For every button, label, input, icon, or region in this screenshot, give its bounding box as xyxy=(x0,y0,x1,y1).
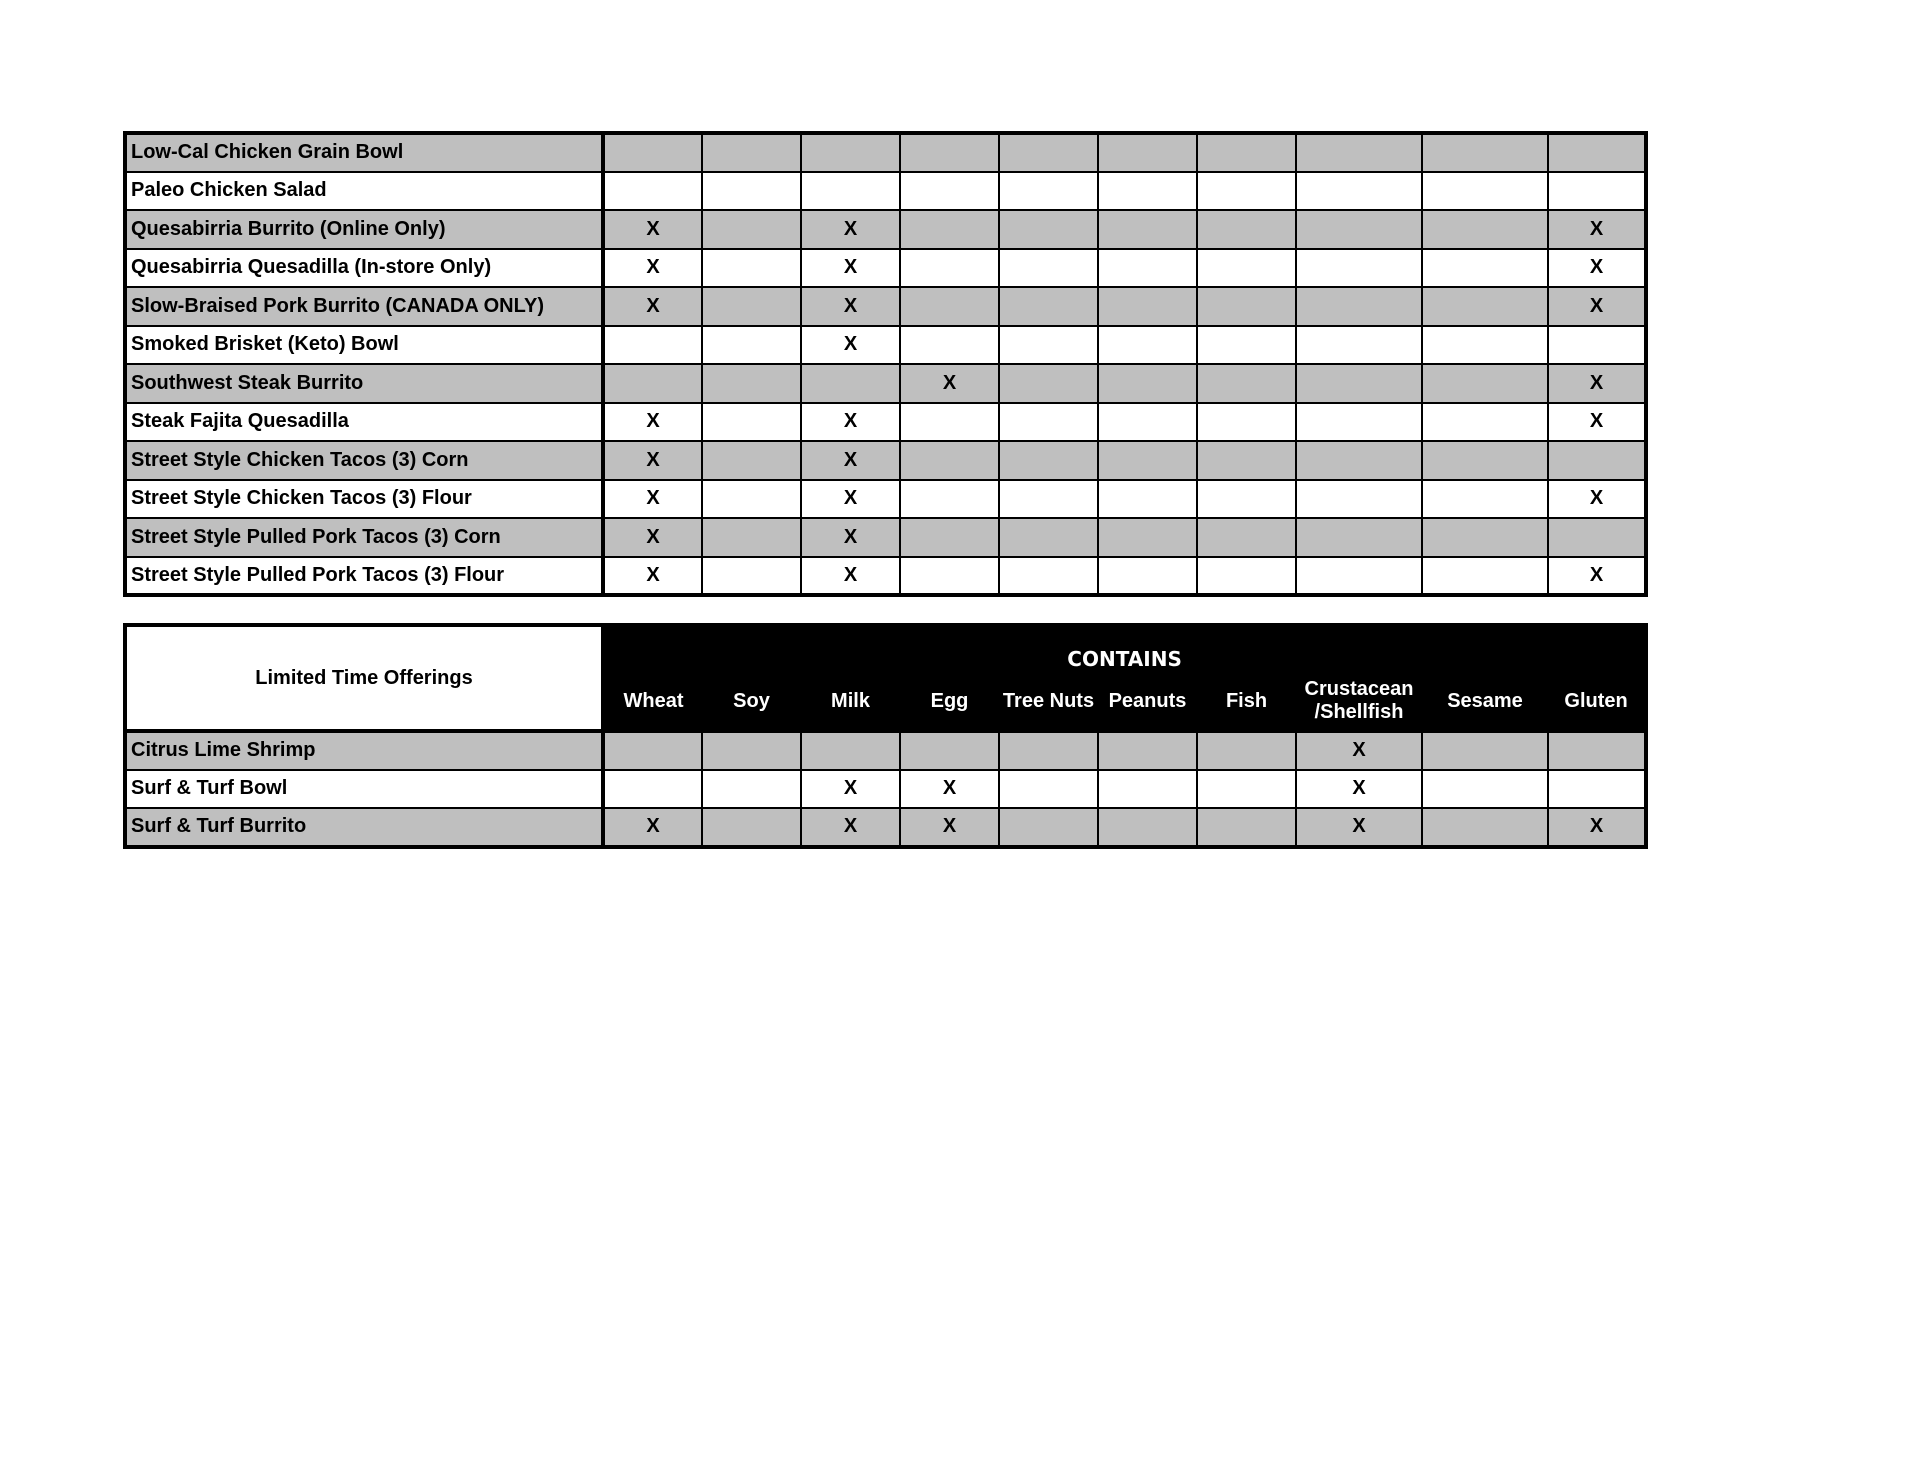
allergen-cell xyxy=(900,480,999,519)
allergen-cell xyxy=(900,403,999,442)
allergen-cell xyxy=(801,557,900,596)
item-name: Street Style Pulled Pork Tacos (3) Corn xyxy=(125,518,603,557)
allergen-column-header: Gluten xyxy=(1548,673,1646,731)
allergen-mark: X xyxy=(843,217,858,240)
item-name: Street Style Pulled Pork Tacos (3) Flour xyxy=(125,557,603,596)
allergen-cell xyxy=(999,557,1098,596)
allergen-cell xyxy=(999,480,1098,519)
allergen-cell xyxy=(603,133,702,172)
allergen-cell xyxy=(999,210,1098,249)
allergen-cell xyxy=(1548,287,1646,326)
allergen-cell xyxy=(801,731,900,770)
lto-allergen-table xyxy=(123,623,1648,849)
allergen-cell xyxy=(999,364,1098,403)
allergen-cell xyxy=(1098,287,1197,326)
allergen-cell xyxy=(702,441,801,480)
allergen-cell xyxy=(801,249,900,288)
allergen-cell xyxy=(999,172,1098,211)
menu-allergen-table xyxy=(123,131,1648,597)
item-name: Paleo Chicken Salad xyxy=(125,172,603,211)
allergen-cell xyxy=(702,518,801,557)
allergen-cell xyxy=(1098,731,1197,770)
allergen-cell xyxy=(999,287,1098,326)
allergen-cell xyxy=(702,287,801,326)
lto-table-body xyxy=(125,731,1646,847)
allergen-mark: X xyxy=(1589,563,1604,586)
allergen-cell xyxy=(900,441,999,480)
allergen-cell xyxy=(1296,808,1422,847)
allergen-cell xyxy=(1098,441,1197,480)
allergen-mark: X xyxy=(1589,294,1604,317)
item-name: Surf & Turf Burrito xyxy=(125,808,603,847)
allergen-mark: X xyxy=(843,487,858,510)
allergen-column-header: Egg xyxy=(900,673,999,731)
allergen-mark: X xyxy=(646,448,660,471)
allergen-cell xyxy=(801,364,900,403)
allergen-cell xyxy=(1197,518,1296,557)
allergen-cell xyxy=(1197,480,1296,519)
allergen-cell xyxy=(1098,770,1197,809)
allergen-cell xyxy=(1422,808,1548,847)
allergen-column-header: Tree Nuts xyxy=(999,673,1098,731)
allergen-cell xyxy=(999,441,1098,480)
allergen-cell xyxy=(1422,731,1548,770)
allergen-cell xyxy=(702,770,801,809)
allergen-cell xyxy=(1197,441,1296,480)
allergen-cell xyxy=(1098,172,1197,211)
allergen-cell xyxy=(1296,364,1422,403)
allergen-cell xyxy=(1548,133,1646,172)
table-row xyxy=(125,326,1646,365)
allergen-cell xyxy=(1197,403,1296,442)
allergen-cell xyxy=(603,441,702,480)
allergen-cell xyxy=(1197,770,1296,809)
item-name: Quesabirria Quesadilla (In-store Only) xyxy=(125,249,603,288)
allergen-mark: X xyxy=(1352,739,1366,762)
allergen-cell xyxy=(1197,557,1296,596)
allergen-cell xyxy=(603,172,702,211)
allergen-cell xyxy=(1422,210,1548,249)
allergen-cell xyxy=(1422,364,1548,403)
allergen-cell xyxy=(900,133,999,172)
allergen-cell xyxy=(999,518,1098,557)
allergen-cell xyxy=(1422,326,1548,365)
table-row xyxy=(125,249,1646,288)
allergen-mark: X xyxy=(942,371,957,394)
allergen-cell xyxy=(1296,326,1422,365)
allergen-cell xyxy=(1197,808,1296,847)
allergen-mark: X xyxy=(1589,815,1604,838)
allergen-mark: X xyxy=(646,563,660,586)
allergen-mark: X xyxy=(1352,777,1366,800)
allergen-cell xyxy=(1296,770,1422,809)
table-row xyxy=(125,808,1646,847)
allergen-cell xyxy=(801,518,900,557)
allergen-cell xyxy=(1296,172,1422,211)
allergen-mark: X xyxy=(843,256,858,279)
allergen-cell xyxy=(801,287,900,326)
allergen-cell xyxy=(1296,210,1422,249)
allergen-cell xyxy=(1296,403,1422,442)
allergen-cell xyxy=(801,172,900,211)
allergen-cell xyxy=(900,731,999,770)
allergen-cell xyxy=(1548,249,1646,288)
allergen-cell xyxy=(1098,210,1197,249)
allergen-cell xyxy=(1197,133,1296,172)
allergen-cell xyxy=(702,172,801,211)
allergen-cell xyxy=(1197,249,1296,288)
allergen-cell xyxy=(702,326,801,365)
allergen-cell xyxy=(1548,441,1646,480)
allergen-cell xyxy=(1296,441,1422,480)
allergen-column-header: Soy xyxy=(702,673,801,731)
allergen-cell xyxy=(1548,210,1646,249)
allergen-cell xyxy=(1422,480,1548,519)
item-name: Quesabirria Burrito (Online Only) xyxy=(125,210,603,249)
lto-header-row-1 xyxy=(125,625,1646,673)
item-name: Steak Fajita Quesadilla xyxy=(125,403,603,442)
allergen-cell xyxy=(1197,731,1296,770)
allergen-cell xyxy=(999,731,1098,770)
allergen-cell xyxy=(1197,326,1296,365)
allergen-cell xyxy=(603,480,702,519)
allergen-cell xyxy=(1098,403,1197,442)
allergen-column-header: Sesame xyxy=(1422,673,1548,731)
allergen-cell xyxy=(1296,133,1422,172)
allergen-mark: X xyxy=(1589,487,1604,510)
allergen-cell xyxy=(999,249,1098,288)
allergen-cell xyxy=(603,731,702,770)
allergen-mark: X xyxy=(646,410,660,433)
allergen-mark: X xyxy=(1589,217,1604,240)
contains-header: CONTAINS xyxy=(603,625,1646,673)
allergen-cell xyxy=(801,133,900,172)
allergen-column-header: Fish xyxy=(1197,673,1296,731)
allergen-cell xyxy=(1296,731,1422,770)
allergen-cell xyxy=(702,210,801,249)
allergen-cell xyxy=(999,133,1098,172)
allergen-cell xyxy=(1422,249,1548,288)
allergen-cell xyxy=(1548,731,1646,770)
item-name: Southwest Steak Burrito xyxy=(125,364,603,403)
table-row xyxy=(125,403,1646,442)
allergen-cell xyxy=(900,770,999,809)
allergen-mark: X xyxy=(1352,815,1366,838)
item-name: Smoked Brisket (Keto) Bowl xyxy=(125,326,603,365)
table-row xyxy=(125,518,1646,557)
allergen-cell xyxy=(1098,364,1197,403)
allergen-cell xyxy=(900,287,999,326)
allergen-cell xyxy=(1422,557,1548,596)
allergen-cell xyxy=(999,770,1098,809)
allergen-cell xyxy=(1422,172,1548,211)
allergen-cell xyxy=(1197,364,1296,403)
item-name: Street Style Chicken Tacos (3) Flour xyxy=(125,480,603,519)
allergen-cell xyxy=(603,249,702,288)
allergen-cell xyxy=(603,326,702,365)
allergen-mark: X xyxy=(843,410,858,433)
lto-section-title: Limited Time Offerings xyxy=(125,625,603,731)
allergen-cell xyxy=(1422,403,1548,442)
allergen-mark: X xyxy=(843,777,858,800)
allergen-cell xyxy=(900,808,999,847)
allergen-cell xyxy=(702,808,801,847)
allergen-cell xyxy=(1548,364,1646,403)
table-row xyxy=(125,480,1646,519)
allergen-cell xyxy=(900,557,999,596)
table-row xyxy=(125,210,1646,249)
allergen-cell xyxy=(900,326,999,365)
allergen-column-header: Wheat xyxy=(603,673,702,731)
item-name: Citrus Lime Shrimp xyxy=(125,731,603,770)
allergen-cell xyxy=(1197,172,1296,211)
allergen-cell xyxy=(1548,403,1646,442)
allergen-mark: X xyxy=(843,333,858,356)
allergen-column-header: Crustacean /Shellfish xyxy=(1296,673,1422,731)
allergen-mark: X xyxy=(646,217,660,240)
allergen-mark: X xyxy=(646,487,660,510)
allergen-mark: X xyxy=(646,256,660,279)
table-row xyxy=(125,557,1646,596)
allergen-mark: X xyxy=(646,815,660,838)
allergen-cell xyxy=(702,557,801,596)
allergen-cell xyxy=(1548,172,1646,211)
allergen-mark: X xyxy=(843,815,858,838)
item-name: Low-Cal Chicken Grain Bowl xyxy=(125,133,603,172)
allergen-cell xyxy=(999,808,1098,847)
allergen-cell xyxy=(900,364,999,403)
allergen-cell xyxy=(999,403,1098,442)
allergen-cell xyxy=(900,210,999,249)
allergen-cell xyxy=(1296,287,1422,326)
allergen-cell xyxy=(1098,808,1197,847)
allergen-cell xyxy=(1098,557,1197,596)
allergen-mark: X xyxy=(942,815,957,838)
allergen-cell xyxy=(1098,480,1197,519)
allergen-cell xyxy=(1422,770,1548,809)
allergen-cell xyxy=(801,403,900,442)
allergen-cell xyxy=(1098,249,1197,288)
allergen-cell xyxy=(1197,287,1296,326)
allergen-cell xyxy=(1548,557,1646,596)
allergen-cell xyxy=(603,364,702,403)
allergen-cell xyxy=(1548,326,1646,365)
allergen-mark: X xyxy=(843,525,858,548)
allergen-cell xyxy=(1422,441,1548,480)
allergen-cell xyxy=(900,172,999,211)
allergen-cell xyxy=(702,731,801,770)
allergen-cell xyxy=(702,249,801,288)
allergen-cell xyxy=(1098,326,1197,365)
allergen-cell xyxy=(801,210,900,249)
allergen-cell xyxy=(702,133,801,172)
allergen-mark: X xyxy=(1589,256,1604,279)
allergen-cell xyxy=(603,287,702,326)
allergen-cell xyxy=(801,480,900,519)
table-row xyxy=(125,172,1646,211)
allergen-mark: X xyxy=(1589,410,1604,433)
item-name: Slow-Braised Pork Burrito (CANADA ONLY) xyxy=(125,287,603,326)
allergen-cell xyxy=(1296,249,1422,288)
menu-table-body xyxy=(125,133,1646,595)
table-row xyxy=(125,441,1646,480)
allergen-cell xyxy=(702,480,801,519)
allergen-mark: X xyxy=(843,294,858,317)
item-name: Street Style Chicken Tacos (3) Corn xyxy=(125,441,603,480)
allergen-cell xyxy=(801,326,900,365)
allergen-cell xyxy=(1548,480,1646,519)
allergen-cell xyxy=(603,403,702,442)
table-row xyxy=(125,287,1646,326)
allergen-cell xyxy=(1422,287,1548,326)
allergen-mark: X xyxy=(1589,371,1604,394)
allergen-cell xyxy=(1296,480,1422,519)
allergen-mark: X xyxy=(843,448,858,471)
table-row xyxy=(125,133,1646,172)
allergen-cell xyxy=(1548,518,1646,557)
allergen-cell xyxy=(1197,210,1296,249)
allergen-mark: X xyxy=(942,777,957,800)
item-name: Surf & Turf Bowl xyxy=(125,770,603,809)
allergen-cell xyxy=(801,770,900,809)
allergen-cell xyxy=(1548,770,1646,809)
allergen-cell xyxy=(1098,133,1197,172)
allergen-cell xyxy=(603,557,702,596)
allergen-mark: X xyxy=(646,525,660,548)
allergen-cell xyxy=(900,249,999,288)
table-row xyxy=(125,731,1646,770)
allergen-cell xyxy=(702,364,801,403)
allergen-cell xyxy=(603,210,702,249)
allergen-cell xyxy=(1098,518,1197,557)
allergen-mark: X xyxy=(646,294,660,317)
allergen-cell xyxy=(1422,133,1548,172)
allergen-cell xyxy=(1296,557,1422,596)
allergen-mark: X xyxy=(843,563,858,586)
allergen-cell xyxy=(603,518,702,557)
allergen-cell xyxy=(603,770,702,809)
allergen-column-header: Milk xyxy=(801,673,900,731)
allergen-cell xyxy=(801,808,900,847)
allergen-cell xyxy=(1296,518,1422,557)
table-row xyxy=(125,770,1646,809)
allergen-cell xyxy=(702,403,801,442)
allergen-cell xyxy=(900,518,999,557)
allergen-cell xyxy=(999,326,1098,365)
allergen-cell xyxy=(1548,808,1646,847)
table-row xyxy=(125,364,1646,403)
allergen-cell xyxy=(1422,518,1548,557)
allergen-column-header: Peanuts xyxy=(1098,673,1197,731)
allergen-cell xyxy=(801,441,900,480)
allergen-cell xyxy=(603,808,702,847)
